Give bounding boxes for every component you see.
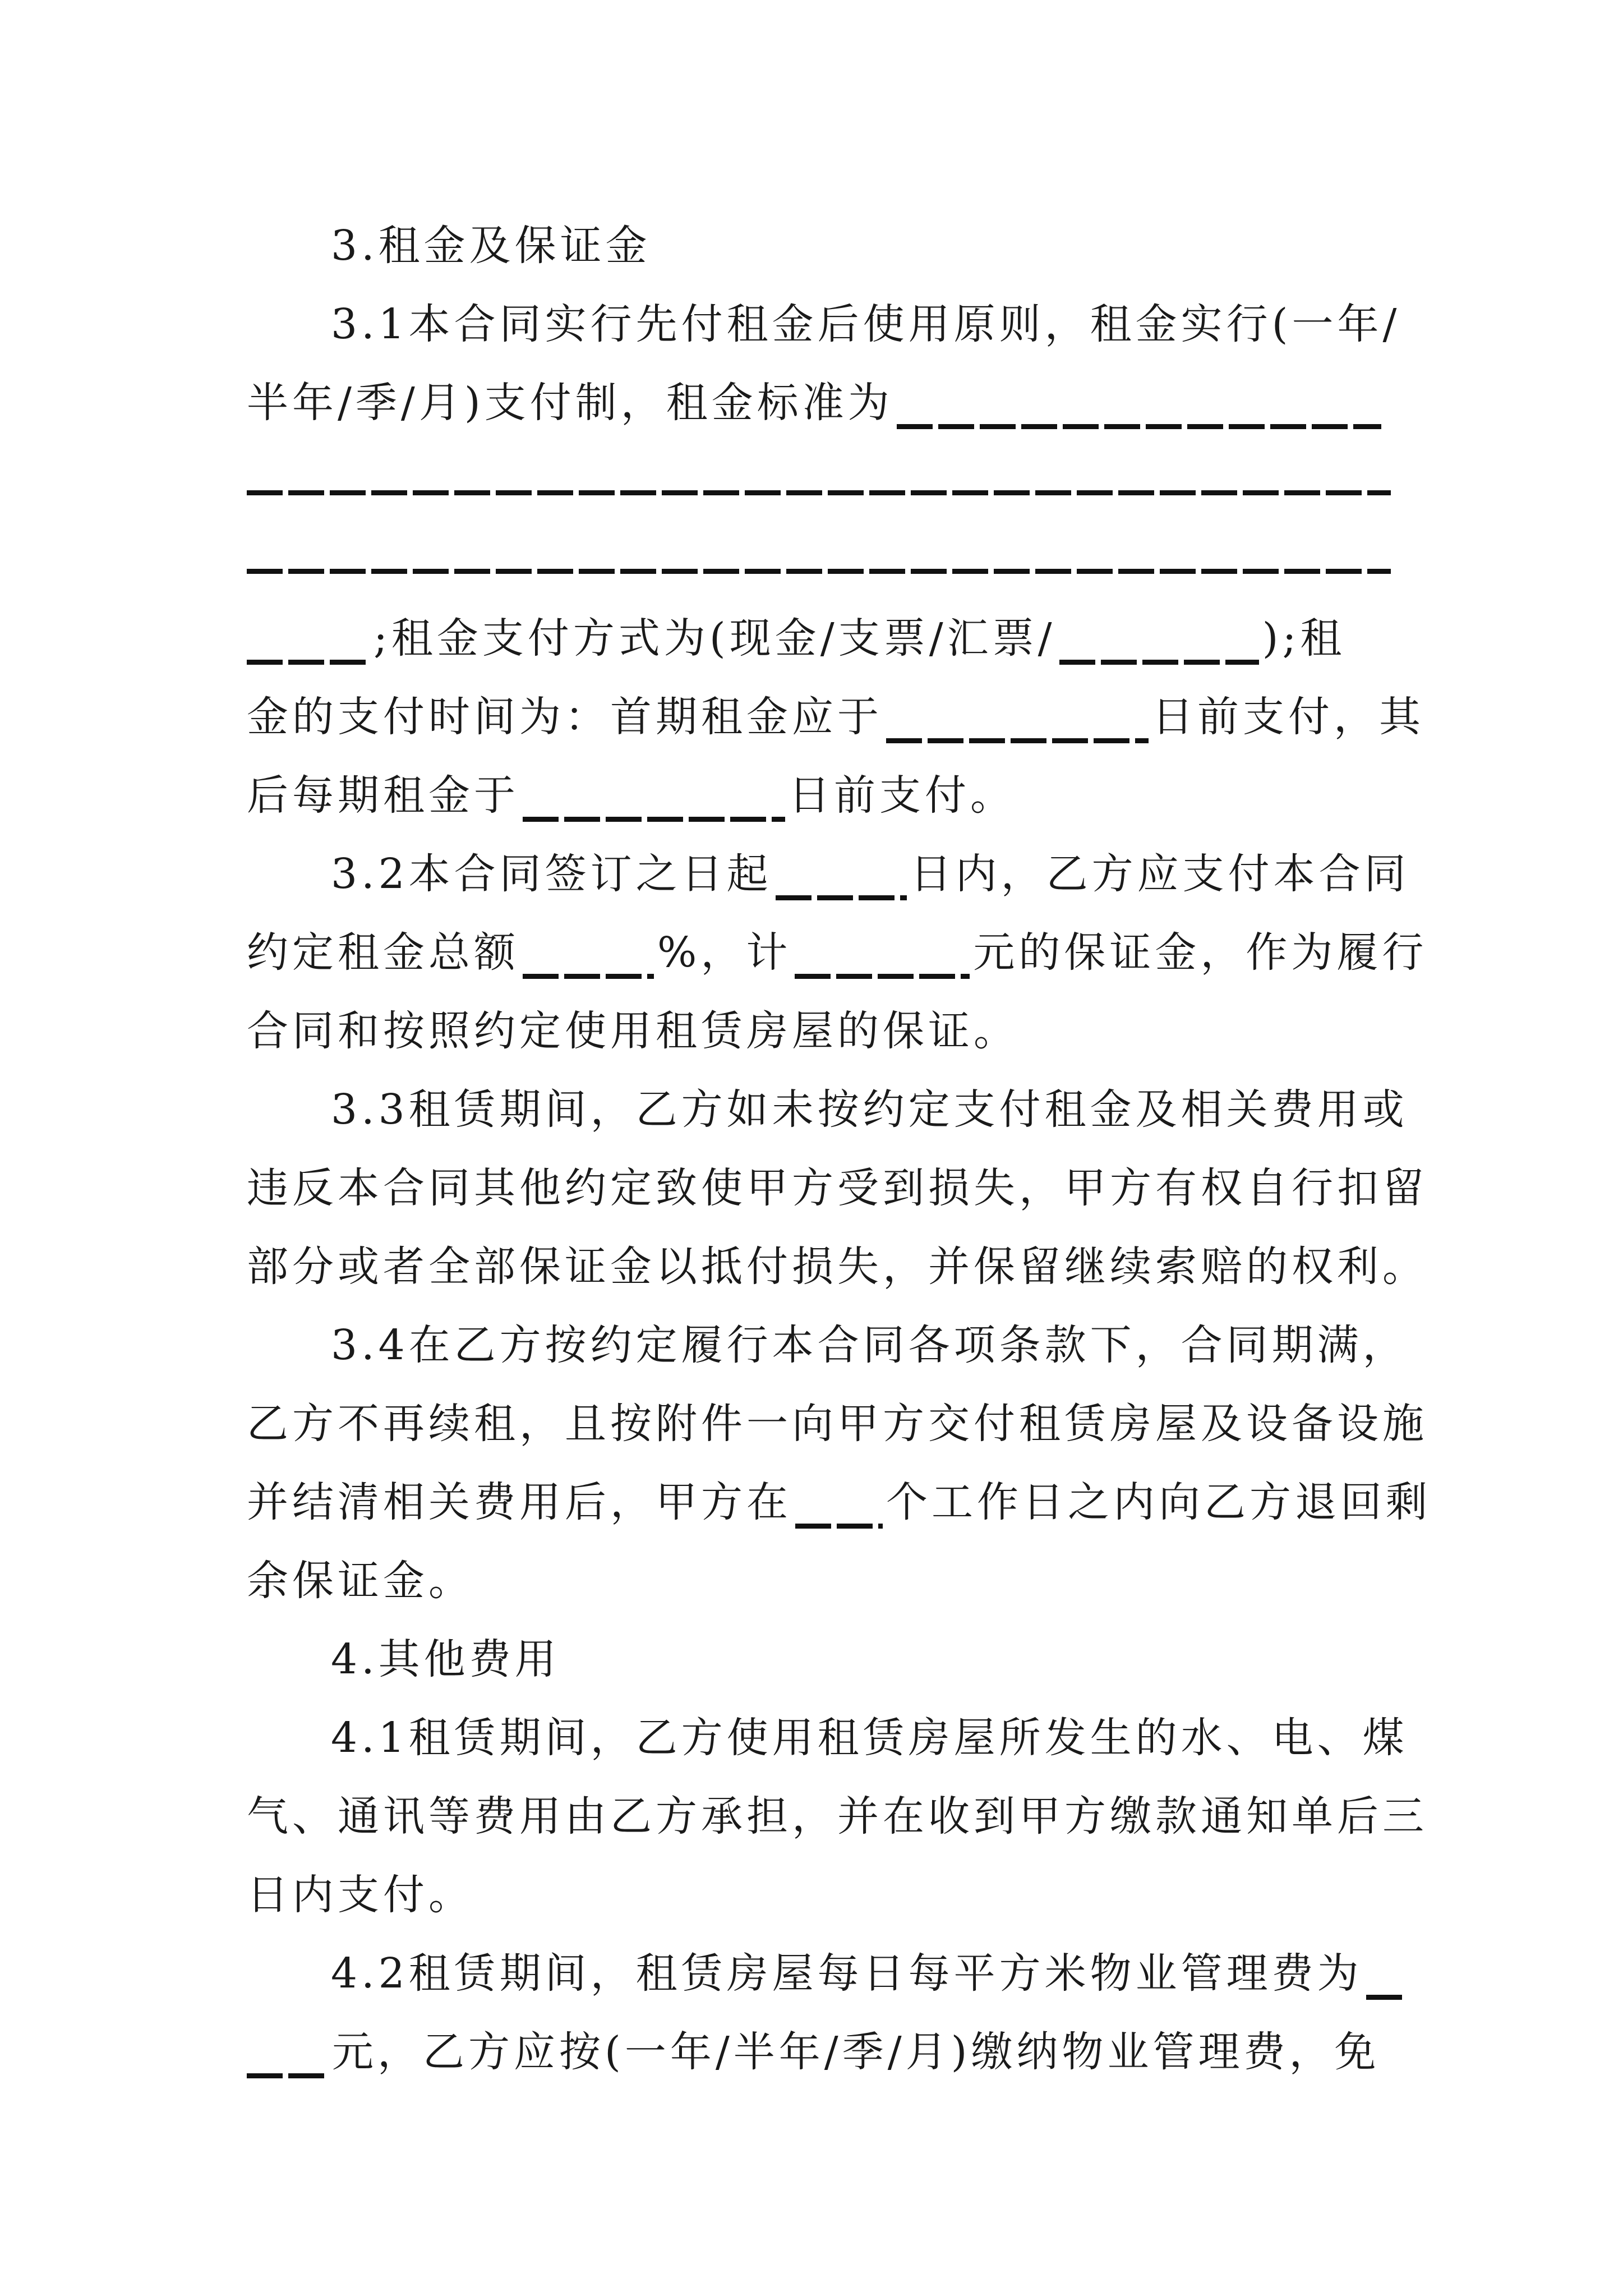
text: 元，乙方应按(一年/半年/季/月)缴纳物业管理费，免	[332, 2028, 1380, 2076]
text: 3.3租赁期间，乙方如未按约定支付租金及相关费用或	[331, 1085, 1408, 1134]
blank-field-payment-method-other[interactable]	[1059, 660, 1259, 665]
clause-3-1-line-5	[247, 599, 1391, 678]
clause-3-4-line-1	[331, 1306, 1408, 1384]
clause-3-3-line-3	[247, 1227, 1428, 1306]
blank-field-rent-standard-cont-1[interactable]	[247, 490, 1391, 495]
blank-field-rent-standard-end[interactable]	[247, 660, 370, 665]
blank-field-subsequent-payment-date[interactable]	[523, 817, 785, 822]
clause-3-1-line-6	[247, 678, 1424, 756]
text: 日内支付。	[247, 1871, 474, 1919]
blank-field-deposit-percent[interactable]	[523, 974, 654, 979]
section-heading-3	[331, 206, 1391, 285]
text: 合同和按照约定使用租赁房屋的保证。	[247, 1007, 1019, 1055]
text: 4.其他费用	[331, 1635, 560, 1683]
text: 并结清相关费用后，甲方在	[247, 1478, 792, 1526]
clause-3-1-line-7	[247, 756, 1391, 835]
text: ;租金支付方式为(现金/支票/汇票/	[374, 614, 1056, 662]
clause-3-1-blank-line-2	[247, 521, 1391, 599]
clause-3-3-line-1	[331, 1070, 1408, 1149]
text: 3.租金及保证金	[331, 222, 651, 270]
text: 3.4在乙方按约定履行本合同各项条款下，合同期满，	[331, 1321, 1408, 1369]
clause-3-4-line-3	[247, 1463, 1431, 1542]
text: );租	[1262, 614, 1346, 662]
clause-4-1-line-3	[247, 1856, 1391, 1934]
clause-3-4-line-4	[247, 1542, 1391, 1620]
clause-3-1-blank-line-1	[247, 442, 1391, 521]
text: 日内，乙方应支付本合同	[910, 850, 1410, 898]
blank-field-management-fee-start[interactable]	[1366, 1995, 1405, 2000]
text: 气、通讯等费用由乙方承担，并在收到甲方缴款通知单后三	[247, 1792, 1428, 1841]
text: 半年/季/月)支付制，租金标准为	[247, 379, 893, 427]
blank-field-rent-standard[interactable]	[897, 424, 1381, 429]
text: 个工作日之内向乙方退回剩	[886, 1478, 1431, 1526]
section-heading-4	[331, 1620, 1391, 1699]
blank-field-deposit-days[interactable]	[776, 895, 907, 900]
clause-3-2-line-2	[247, 913, 1428, 992]
text: 日前支付，其	[1152, 693, 1424, 741]
clause-4-1-line-2	[247, 1777, 1428, 1856]
clause-3-2-line-1	[331, 835, 1410, 913]
text: %，计	[657, 928, 792, 977]
clause-3-2-line-3	[247, 992, 1391, 1070]
blank-field-first-payment-date[interactable]	[886, 738, 1149, 743]
text: 4.1租赁期间，乙方使用租赁房屋所发生的水、电、煤	[331, 1714, 1408, 1762]
text: 余保证金。	[247, 1557, 474, 1605]
text: 日前支付。	[789, 771, 1016, 820]
text: 3.2本合同签订之日起	[331, 850, 772, 898]
text: 违反本合同其他约定致使甲方受到损失，甲方有权自行扣留	[247, 1164, 1428, 1212]
text: 3.1本合同实行先付租金后使用原则，租金实行(一年/	[331, 300, 1401, 348]
text: 部分或者全部保证金以抵付损失，并保留继续索赔的权利。	[247, 1243, 1428, 1291]
clause-4-1-line-1	[331, 1699, 1408, 1777]
text: 约定租金总额	[247, 928, 519, 977]
clause-4-2-line-1	[331, 1934, 1391, 2013]
text: 乙方不再续租，且按附件一向甲方交付租赁房屋及设备设施	[247, 1400, 1428, 1448]
text: 后每期租金于	[247, 771, 519, 820]
blank-field-rent-standard-cont-2[interactable]	[247, 569, 1391, 574]
clause-3-4-line-2	[247, 1384, 1428, 1463]
clause-3-1-line-2	[247, 364, 1391, 442]
text: 元的保证金，作为履行	[973, 928, 1428, 977]
clause-4-2-line-2	[247, 2013, 1391, 2091]
blank-field-management-fee[interactable]	[247, 2073, 329, 2078]
clause-3-3-line-2	[247, 1149, 1428, 1227]
clause-3-1-line-1	[331, 285, 1401, 364]
text: 金的支付时间为：首期租金应于	[247, 693, 883, 741]
blank-field-deposit-amount[interactable]	[795, 974, 970, 979]
text: 4.2租赁期间，租赁房屋每日每平方米物业管理费为	[331, 1949, 1363, 1998]
blank-field-refund-workdays[interactable]	[795, 1524, 883, 1529]
